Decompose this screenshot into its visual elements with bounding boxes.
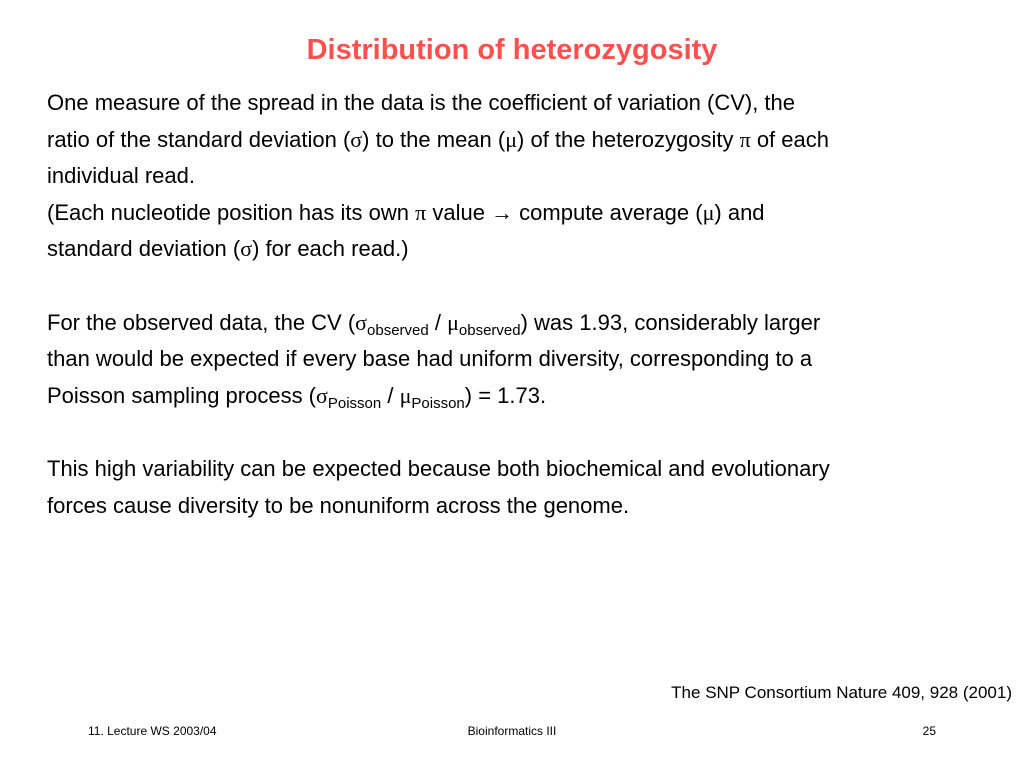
subscript-poisson: Poisson bbox=[327, 394, 382, 412]
para3-line1: This high variability can be expected because both biochemical and evolutionary bbox=[47, 455, 830, 481]
para2-line2: than would be expected if every base had uniform diversity, corresponding to a bbox=[47, 346, 813, 372]
sigma-symbol: σ bbox=[240, 236, 253, 262]
sigma-symbol: σ bbox=[355, 309, 368, 335]
text-run: ) = 1.73. bbox=[464, 382, 547, 408]
mu-symbol: μ bbox=[399, 382, 412, 408]
subscript-poisson: Poisson bbox=[411, 394, 465, 412]
para1-line5 bbox=[47, 231, 987, 268]
text-run: ) and bbox=[714, 199, 765, 225]
slide-title: Distribution of heterozygosity bbox=[306, 34, 718, 66]
text-run: of each bbox=[750, 126, 829, 152]
arrow-icon: → bbox=[491, 199, 514, 225]
footer-page-number: 25 bbox=[922, 724, 936, 738]
text-run: ) to the mean ( bbox=[362, 126, 506, 152]
footer-course: Bioinformatics III bbox=[467, 724, 557, 738]
subscript-observed: observed bbox=[367, 321, 429, 339]
para1-line2 bbox=[47, 122, 987, 159]
slide-body bbox=[47, 85, 987, 524]
text-run: ) was 1.93, considerably larger bbox=[520, 309, 821, 335]
subscript-observed: observed bbox=[458, 321, 521, 339]
text-run: Poisson sampling process ( bbox=[47, 382, 317, 408]
text-run: compute average ( bbox=[513, 199, 703, 225]
text-run: / bbox=[381, 382, 400, 408]
text-run: ) of the heterozygosity bbox=[517, 126, 740, 152]
sigma-symbol: σ bbox=[316, 382, 328, 408]
text-run: ) for each read.) bbox=[252, 236, 409, 262]
para1-line3: individual read. bbox=[47, 163, 195, 189]
mu-symbol: μ bbox=[505, 126, 518, 152]
para1-line4 bbox=[47, 195, 987, 232]
mu-symbol: μ bbox=[447, 309, 459, 335]
mu-symbol: μ bbox=[702, 199, 715, 225]
text-run: value bbox=[426, 199, 492, 225]
text-run: ratio of the standard deviation ( bbox=[47, 126, 351, 152]
pi-symbol: π bbox=[739, 126, 751, 152]
text-run: (Each nucleotide position has its own bbox=[47, 199, 416, 225]
citation-reference: The SNP Consortium Nature 409, 928 (2001) bbox=[671, 683, 1012, 702]
para1-line1: One measure of the spread in the data is the coefficient of variation (CV), the bbox=[47, 90, 796, 115]
text-run: / bbox=[428, 309, 448, 335]
pi-symbol: π bbox=[415, 199, 427, 225]
text-run: For the observed data, the CV ( bbox=[47, 309, 356, 335]
sigma-symbol: σ bbox=[350, 126, 363, 152]
para3-line2: forces cause diversity to be nonuniform across the genome. bbox=[47, 492, 630, 518]
paragraph-spacer bbox=[47, 414, 987, 451]
para2-line1 bbox=[47, 305, 987, 342]
footer-lecture: 11. Lecture WS 2003/04 bbox=[88, 724, 217, 738]
paragraph-spacer bbox=[47, 268, 987, 305]
para2-line3 bbox=[47, 378, 987, 415]
text-run: standard deviation ( bbox=[47, 236, 241, 262]
